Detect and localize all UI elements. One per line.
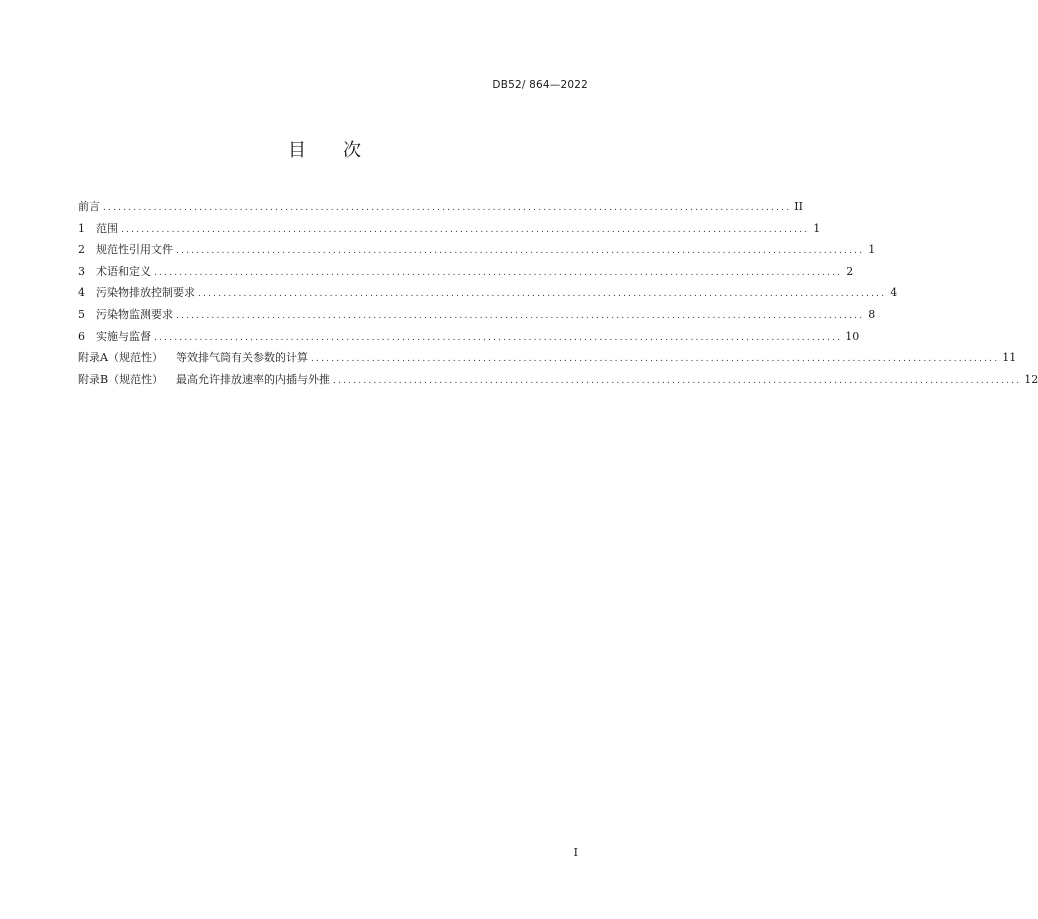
toc-leader-dots: ........................................................................................................................................ (198, 289, 887, 300)
toc-leader-dots: ........................................................................................................................................ (176, 246, 865, 257)
page-title (0, 136, 650, 162)
toc-entry-page: 11 (1002, 351, 1017, 365)
toc-entry-page: 10 (845, 329, 860, 343)
toc-leader-dots: ........................................................................................................................................ (176, 310, 865, 321)
toc-entry-page: 12 (1024, 372, 1038, 386)
toc-leader-dots: ........................................................................................................................................ (154, 267, 843, 278)
toc-leader-dots: ........................................................................................................................................ (333, 375, 1022, 386)
toc-entry-page: 1 (813, 221, 821, 235)
toc-entry-number: 2 (78, 243, 85, 257)
toc-entry-number: 6 (78, 329, 85, 343)
toc-appendix-prefix: 附录A（规范性） (78, 351, 163, 365)
toc-entry-label: 污染物监测要求 (96, 307, 173, 321)
toc-entry-label: 范围 (96, 221, 118, 235)
toc-entry-appendix-a[interactable] (78, 347, 1017, 369)
toc-leader-dots: ........................................................................................................................................ (103, 203, 792, 213)
toc-entry-number: 3 (78, 264, 85, 278)
table-of-contents (78, 196, 1038, 390)
toc-entry-page: 4 (890, 286, 898, 300)
toc-entry-number: 5 (78, 307, 85, 321)
toc-entry-number: 4 (78, 286, 85, 300)
toc-entry-scope[interactable] (78, 218, 821, 240)
toc-entry-label: 污染物排放控制要求 (96, 286, 195, 300)
toc-entry-label: 规范性引用文件 (96, 243, 173, 257)
toc-entry-label: 前言 (78, 200, 100, 213)
toc-leader-dots: ........................................................................................................................................ (154, 332, 843, 343)
toc-leader-dots: ........................................................................................................................................ (311, 354, 1000, 365)
toc-entry-foreword[interactable] (78, 196, 803, 218)
document-code: DB52/ 864—2022 (492, 79, 588, 91)
toc-entry-emission-control[interactable] (78, 282, 898, 304)
toc-entry-normative-references[interactable] (78, 239, 876, 261)
toc-entry-terms-definitions[interactable] (78, 261, 854, 283)
toc-entry-monitoring[interactable] (78, 304, 876, 326)
toc-entry-page: II (794, 200, 803, 213)
toc-appendix-prefix: 附录B（规范性） (78, 372, 164, 386)
toc-entry-implementation[interactable] (78, 326, 860, 348)
toc-entry-label: 最高允许排放速率的内插与外推 (176, 372, 330, 386)
toc-entry-page: 2 (846, 264, 854, 278)
toc-entry-page: 1 (868, 243, 876, 257)
page-number: I (573, 846, 578, 859)
toc-entry-number: 1 (78, 221, 85, 235)
toc-entry-label: 实施与监督 (96, 329, 151, 343)
toc-entry-appendix-b[interactable] (78, 369, 1038, 391)
title-char-1: 目 (288, 140, 307, 161)
toc-leader-dots: ........................................................................................................................................ (121, 224, 810, 235)
toc-entry-label: 等效排气筒有关参数的计算 (176, 351, 308, 365)
toc-entry-page: 8 (868, 307, 876, 321)
toc-entry-label: 术语和定义 (96, 264, 151, 278)
title-char-2: 次 (343, 140, 362, 161)
